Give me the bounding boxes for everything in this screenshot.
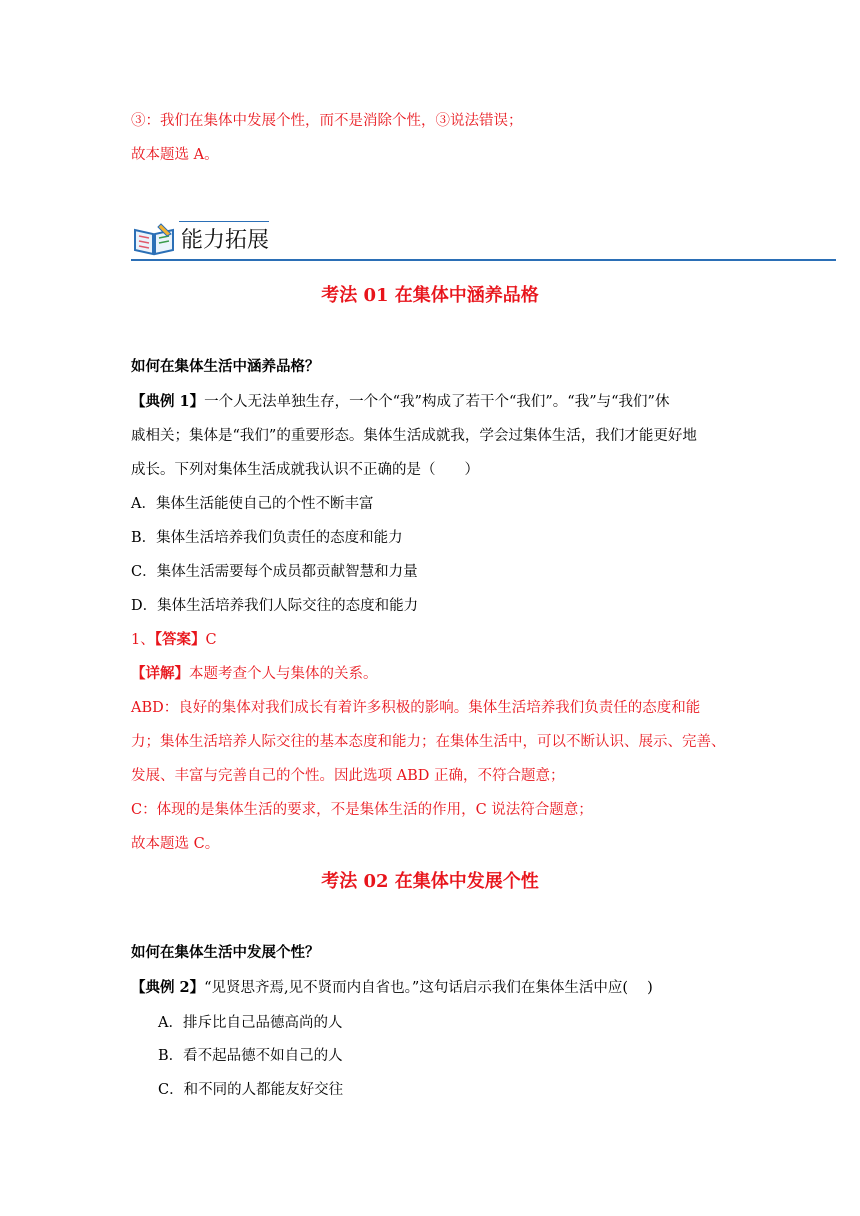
answer-label: 【答案】 <box>154 631 206 648</box>
open-book-icon <box>131 220 179 260</box>
explanation-line: ③：我们在集体中发展个性，而不是消除个性，③说法错误； <box>131 113 523 129</box>
explanation-conclusion: 故本题选 C。 <box>131 836 220 852</box>
banner-rule <box>131 259 836 261</box>
option-b: B．集体生活培养我们负责任的态度和能力 <box>131 530 403 546</box>
answer-line <box>131 630 217 650</box>
explanation-line: ABD：良好的集体对我们成长有着许多积极的影响。集体生活培养我们负责任的态度和能 <box>131 700 701 716</box>
option-b: B．看不起品德不如自己的人 <box>158 1048 343 1064</box>
explanation-line: 力；集体生活培养人际交往的基本态度和能力；在集体生活中，可以不断认识、展示、完善、 <box>131 734 726 750</box>
explanation-line: 发展、丰富与完善自己的个性。因此选项 ABD 正确，不符合题意； <box>131 768 565 784</box>
example1-line: 戚相关；集体是“我们”的重要形态。集体生活成就我，学会过集体生活，我们才能更好地 <box>131 428 697 444</box>
kaofa2-question: 如何在集体生活中发展个性？ <box>131 944 320 961</box>
banner-top-rule <box>179 221 269 222</box>
section-title: 能力拓展 <box>181 228 270 253</box>
example1-text: 一个人无法单独生存，一个个“我”构成了若干个“我们”。“我”与“我们”休 <box>204 394 670 410</box>
kaofa1-question: 如何在集体生活中涵养品格？ <box>131 358 320 375</box>
detail-text: 本题考查个人与集体的关系。 <box>189 666 378 682</box>
section-banner <box>131 216 836 264</box>
example2-text: “见贤思齐焉,见不贤而内自省也。”这句话启示我们在集体生活中应( ) <box>204 980 653 996</box>
kaofa2-heading: 考法 02 在集体中发展个性 <box>321 871 539 892</box>
explanation-line: C：体现的是集体生活的要求，不是集体生活的作用，C 说法符合题意； <box>131 802 593 818</box>
detail-line <box>131 664 378 684</box>
detail-label: 【详解】 <box>131 665 189 682</box>
example1-label: 【典例 1】 <box>131 393 205 410</box>
option-c: C．和不同的人都能友好交往 <box>158 1082 344 1098</box>
option-a: A．排斥比自己品德高尚的人 <box>158 1015 343 1031</box>
example1-line: 成长。下列对集体生活成就我认识不正确的是（ ） <box>131 462 479 478</box>
example2-label: 【典例 2】 <box>131 979 205 996</box>
example2-line <box>131 978 653 998</box>
answer-value: C <box>205 632 217 648</box>
kaofa1-heading: 考法 01 在集体中涵养品格 <box>321 285 539 306</box>
explanation-conclusion: 故本题选 A。 <box>131 147 219 163</box>
answer-prefix: 1、 <box>131 632 155 648</box>
option-a: A．集体生活能使自己的个性不断丰富 <box>131 496 374 512</box>
option-c: C．集体生活需要每个成员都贡献智慧和力量 <box>131 564 418 580</box>
example1-line <box>131 392 669 412</box>
option-d: D．集体生活培养我们人际交往的态度和能力 <box>131 598 419 614</box>
